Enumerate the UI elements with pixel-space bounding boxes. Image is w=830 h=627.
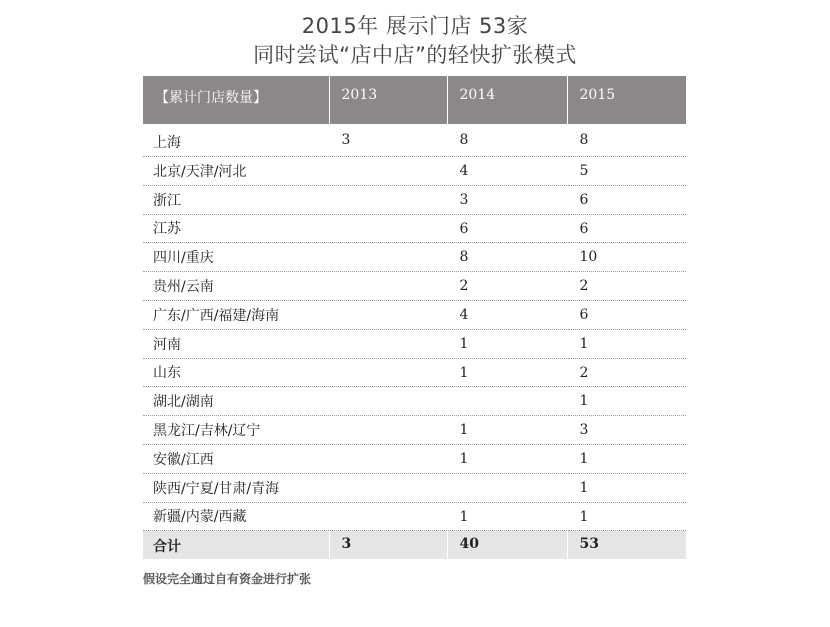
- value-cell: 10: [567, 243, 686, 272]
- value-cell: 2: [567, 272, 686, 301]
- total-cell: 40: [447, 531, 567, 559]
- value-cell: [329, 473, 447, 502]
- value-cell: [329, 502, 447, 531]
- region-cell: 贵州/云南: [143, 272, 329, 301]
- total-row: [143, 531, 686, 559]
- value-cell: [329, 329, 447, 358]
- value-cell: 6: [447, 214, 567, 243]
- value-cell: 1: [447, 502, 567, 531]
- table-row: [143, 444, 686, 473]
- region-cell: 江苏: [143, 214, 329, 243]
- value-cell: [329, 157, 447, 186]
- value-cell: 1: [447, 358, 567, 387]
- value-cell: [329, 300, 447, 329]
- table-row: [143, 214, 686, 243]
- table-row: [143, 272, 686, 301]
- column-header: 2014: [447, 76, 567, 124]
- region-cell: 浙江: [143, 185, 329, 214]
- store-count-table: [143, 76, 686, 559]
- value-cell: [329, 272, 447, 301]
- table-row: [143, 502, 686, 531]
- value-cell: 6: [567, 185, 686, 214]
- value-cell: 3: [329, 124, 447, 157]
- table-row: [143, 157, 686, 186]
- value-cell: 1: [567, 387, 686, 416]
- table-row: [143, 473, 686, 502]
- value-cell: [329, 444, 447, 473]
- value-cell: 1: [567, 473, 686, 502]
- footnote: 假设完全通过自有资金进行扩张: [143, 572, 312, 586]
- value-cell: 4: [447, 300, 567, 329]
- region-cell: 黑龙江/吉林/辽宁: [143, 416, 329, 445]
- value-cell: [329, 416, 447, 445]
- value-cell: 3: [447, 185, 567, 214]
- region-cell: 陕西/宁夏/甘肃/青海: [143, 473, 329, 502]
- column-header: 2015: [567, 76, 686, 124]
- value-cell: 4: [447, 157, 567, 186]
- table-row: [143, 358, 686, 387]
- value-cell: 2: [447, 272, 567, 301]
- table-row: [143, 185, 686, 214]
- table-row: [143, 387, 686, 416]
- value-cell: [329, 243, 447, 272]
- value-cell: 1: [567, 444, 686, 473]
- value-cell: 5: [567, 157, 686, 186]
- value-cell: 8: [567, 124, 686, 157]
- value-cell: 8: [447, 243, 567, 272]
- total-cell: 53: [567, 531, 686, 559]
- value-cell: [329, 214, 447, 243]
- total-label: 合计: [143, 531, 329, 559]
- table-row: [143, 243, 686, 272]
- header-label: 【累计门店数量】: [143, 76, 329, 124]
- region-cell: 四川/重庆: [143, 243, 329, 272]
- region-cell: 湖北/湖南: [143, 387, 329, 416]
- column-header: 2013: [329, 76, 447, 124]
- title-line-1: 2015年 展示门店 53家: [301, 14, 529, 38]
- value-cell: [329, 387, 447, 416]
- table-header-row: [143, 76, 686, 124]
- value-cell: 1: [447, 416, 567, 445]
- value-cell: 6: [567, 300, 686, 329]
- table-row: [143, 329, 686, 358]
- value-cell: 6: [567, 214, 686, 243]
- title-line-2: 同时尝试“店中店”的轻快扩张模式: [253, 43, 577, 67]
- table-row: [143, 300, 686, 329]
- table-body: [143, 124, 686, 531]
- table-row: [143, 124, 686, 157]
- value-cell: 1: [567, 329, 686, 358]
- region-cell: 广东/广西/福建/海南: [143, 300, 329, 329]
- value-cell: [447, 473, 567, 502]
- value-cell: 1: [567, 502, 686, 531]
- value-cell: [329, 358, 447, 387]
- region-cell: 新疆/内蒙/西藏: [143, 502, 329, 531]
- value-cell: 1: [447, 444, 567, 473]
- region-cell: 北京/天津/河北: [143, 157, 329, 186]
- table-row: [143, 416, 686, 445]
- region-cell: 山东: [143, 358, 329, 387]
- region-cell: 河南: [143, 329, 329, 358]
- value-cell: 8: [447, 124, 567, 157]
- value-cell: [329, 185, 447, 214]
- total-cell: 3: [329, 531, 447, 559]
- region-cell: 安徽/江西: [143, 444, 329, 473]
- value-cell: 2: [567, 358, 686, 387]
- value-cell: 1: [447, 329, 567, 358]
- value-cell: [447, 387, 567, 416]
- value-cell: 3: [567, 416, 686, 445]
- region-cell: 上海: [143, 124, 329, 157]
